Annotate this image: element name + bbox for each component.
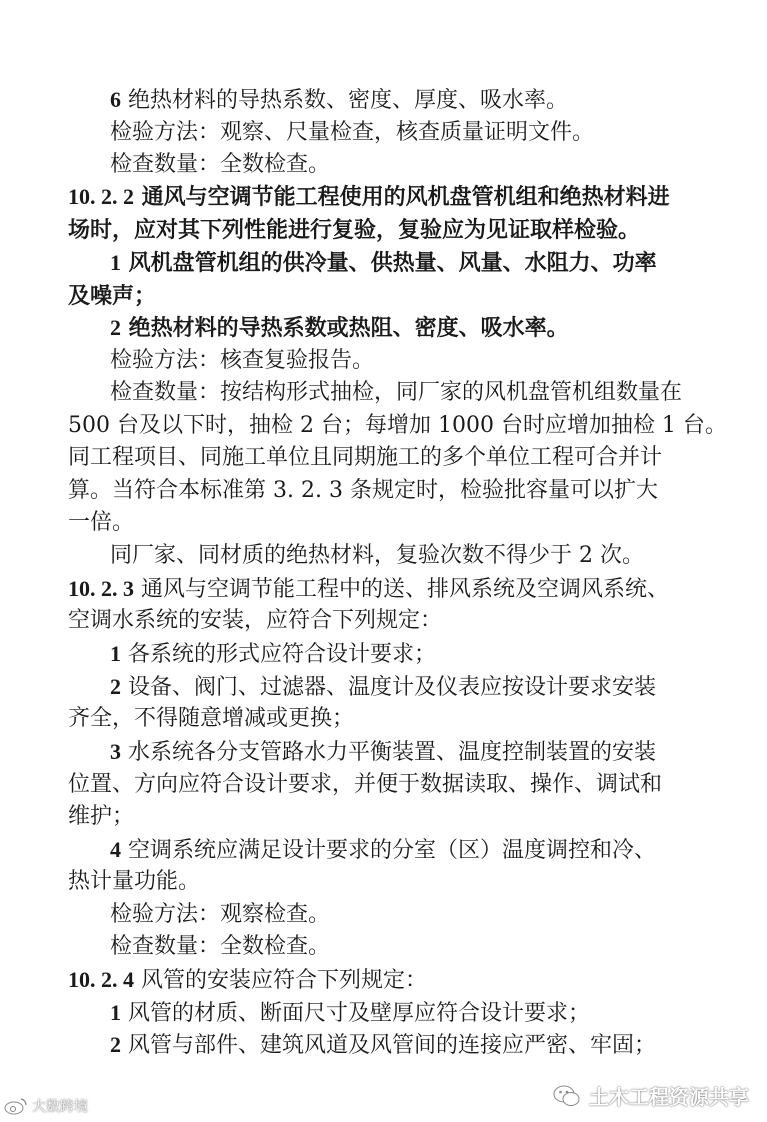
text-line xyxy=(0,85,767,116)
item-number: 2 xyxy=(110,674,121,699)
text-line xyxy=(0,639,767,670)
text-line xyxy=(0,508,767,538)
text-line xyxy=(0,346,767,376)
line-text: 齐全，不得随意增减或更换； xyxy=(68,706,355,731)
text-line xyxy=(0,802,767,832)
clause-number: 10. 2. 2 xyxy=(68,184,134,209)
clause-heading xyxy=(0,574,767,605)
item-number: 1 xyxy=(110,641,121,666)
line-text: 检验方法：观察、尺量检查，核查质量证明文件。 xyxy=(110,120,595,145)
line-text: 空调系统应满足设计要求的分室（区）温度调控和冷、 xyxy=(121,838,656,863)
line-text: 500 台及以下时，抽检 2 台；每增加 1000 台时应增加抽检 1 台。 xyxy=(68,413,727,438)
line-text: 设备、阀门、过滤器、温度计及仪表应按设计要求安装 xyxy=(121,675,656,700)
clause-number: 10. 2. 4 xyxy=(68,967,134,992)
clause-heading xyxy=(0,182,767,212)
line-text: 风管与部件、建筑风道及风管间的连接应严密、牢固； xyxy=(121,1033,656,1058)
item-number: 1 xyxy=(110,1000,121,1025)
line-text: 维护； xyxy=(68,804,135,829)
text-line xyxy=(0,867,767,897)
line-text: 空调水系统的安装，应符合下列规定： xyxy=(68,608,443,633)
text-line xyxy=(0,150,767,180)
line-text: 各系统的形式应符合设计要求； xyxy=(121,642,436,667)
text-line xyxy=(0,1030,767,1061)
line-text: 热计量功能。 xyxy=(68,869,201,894)
line-text: 位置、方向应符合设计要求，并便于数据读取、操作、调试和 xyxy=(68,772,663,797)
line-text: 场时，应对其下列性能进行复验，复验应为见证取样检验。 xyxy=(68,217,641,243)
text-line xyxy=(0,606,767,636)
line-text: 同工程项目、同施工单位且同期施工的多个单位工程可合并计 xyxy=(68,445,663,470)
item-number: 3 xyxy=(110,739,121,764)
watermark-text: 土木工程资源共享 xyxy=(589,1085,749,1109)
line-text: 绝热材料的导热系数、密度、厚度、吸水率。 xyxy=(121,88,568,113)
text-line xyxy=(0,378,767,408)
line-text: 风机盘管机组的供冷量、供热量、风量、水阻力、功率 xyxy=(121,250,657,276)
item-number: 1 xyxy=(110,250,121,275)
line-text: 及噪声； xyxy=(68,283,157,309)
text-line xyxy=(0,313,767,343)
wechat-icon xyxy=(553,1084,581,1108)
text-line xyxy=(0,932,767,962)
text-line xyxy=(0,998,767,1029)
watermark-text: 大数跨境 xyxy=(32,1099,88,1115)
line-text: 风管的材质、断面尺寸及壁厚应符合设计要求； xyxy=(121,1001,590,1026)
text-line xyxy=(0,704,767,734)
weibo-watermark xyxy=(4,1096,88,1116)
text-line xyxy=(0,737,767,768)
line-text: 同厂家、同材质的绝热材料，复验次数不得少于 2 次。 xyxy=(110,543,644,568)
text-line xyxy=(0,118,767,148)
line-text: 检查数量：全数检查。 xyxy=(110,152,331,177)
text-line xyxy=(0,411,767,441)
item-number: 2 xyxy=(110,315,121,340)
line-text: 通风与空调节能工程中的送、排风系统及空调风系统、 xyxy=(134,577,669,602)
item-number: 2 xyxy=(110,1032,121,1057)
line-text: 水系统各分支管路水力平衡装置、温度控制装置的安装 xyxy=(121,740,656,765)
text-line xyxy=(0,476,767,506)
text-line xyxy=(0,248,767,278)
line-text: 检验方法：核查复验报告。 xyxy=(110,348,375,373)
line-text: 检验方法：观察检查。 xyxy=(110,902,331,927)
line-text: 算。当符合本标准第 3. 2. 3 条规定时，检验批容量可以扩大 xyxy=(68,478,658,503)
text-line xyxy=(0,281,767,311)
wechat-watermark xyxy=(553,1081,749,1110)
clause-heading xyxy=(0,965,767,996)
line-text: 检查数量：按结构形式抽检，同厂家的风机盘管机组数量在 xyxy=(110,380,683,405)
clause-number: 10. 2. 3 xyxy=(68,576,134,601)
line-text: 检查数量：全数检查。 xyxy=(110,934,331,959)
text-line xyxy=(0,541,767,571)
text-line xyxy=(0,835,767,866)
item-number: 6 xyxy=(110,87,121,112)
weibo-icon xyxy=(4,1097,28,1115)
text-line xyxy=(0,900,767,930)
line-text: 风管的安装应符合下列规定： xyxy=(134,968,427,993)
line-text: 一倍。 xyxy=(68,510,135,535)
text-line xyxy=(0,215,767,245)
item-number: 4 xyxy=(110,837,121,862)
text-line xyxy=(0,672,767,703)
line-text: 通风与空调节能工程使用的风机盘管机组和绝热材料进 xyxy=(134,184,670,210)
text-line xyxy=(0,443,767,473)
text-line xyxy=(0,770,767,800)
line-text: 绝热材料的导热系数或热阻、密度、吸水率。 xyxy=(121,315,569,341)
